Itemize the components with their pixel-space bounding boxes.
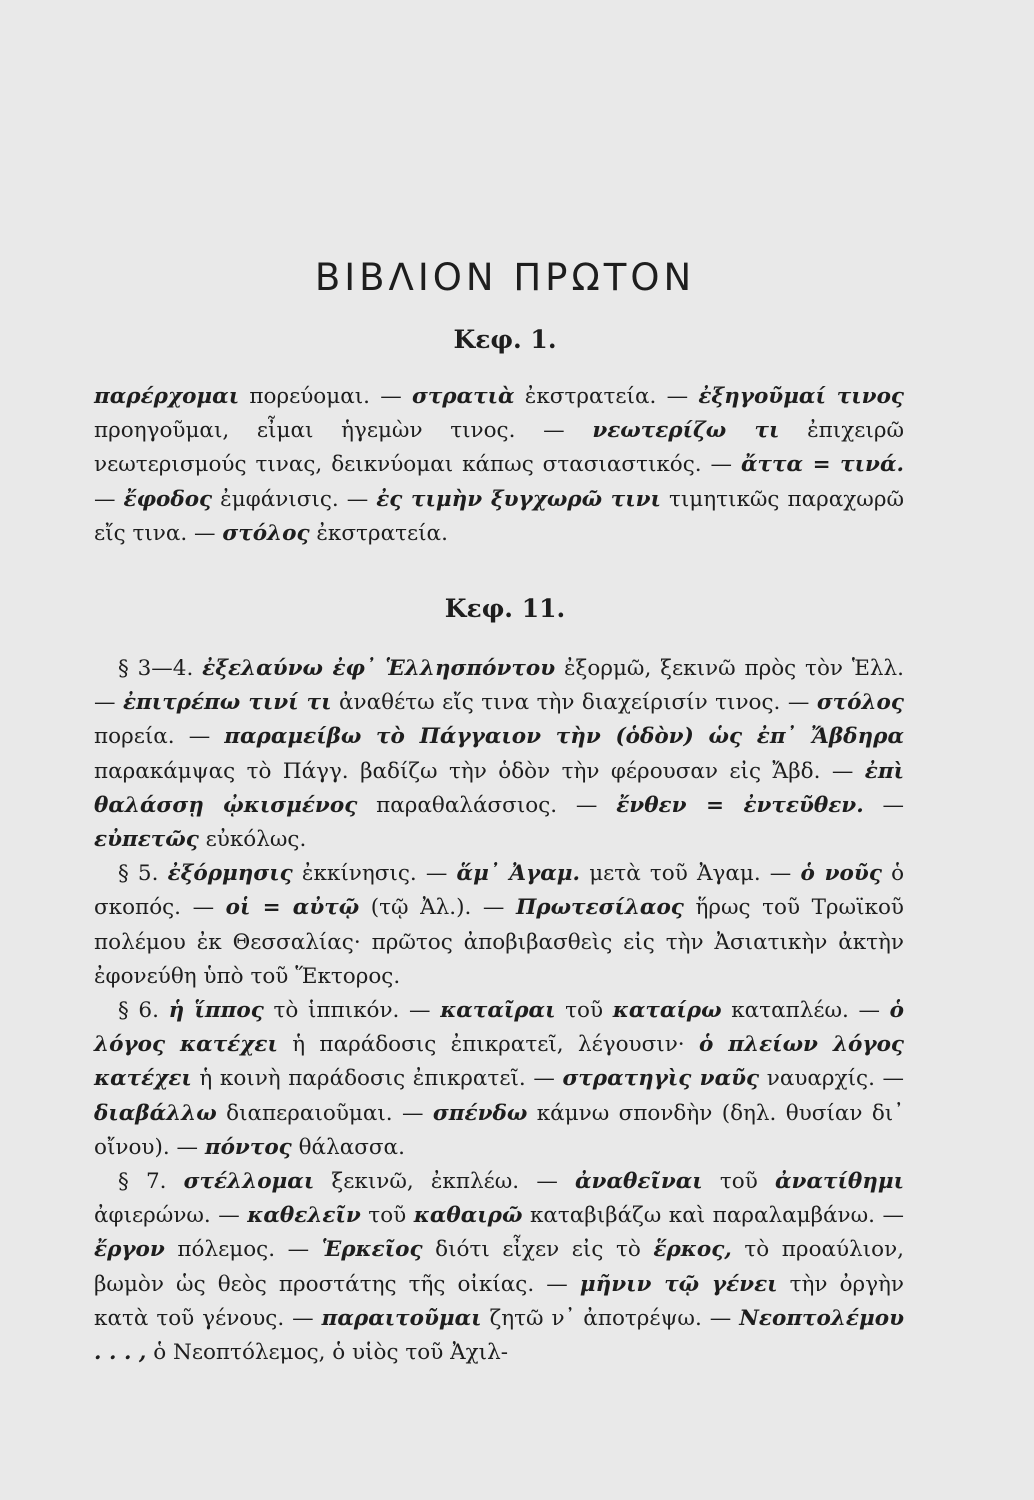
glossary-definition: § 6. bbox=[118, 998, 169, 1024]
glossary-term: ἔνθεν = ἐντεῦθεν. bbox=[616, 792, 864, 818]
glossary-term: καταίρω bbox=[612, 998, 722, 1024]
section-5-paragraph bbox=[94, 857, 904, 994]
glossary-definition: καταβιβάζω καὶ παραλαμβάνω. — bbox=[522, 1203, 904, 1229]
glossary-term: στέλλομαι bbox=[183, 1169, 315, 1195]
chapter-1-heading: Κεφ. 1. bbox=[453, 325, 557, 354]
glossary-definition: μετὰ τοῦ Ἀγαμ. — bbox=[580, 861, 801, 887]
glossary-definition: — bbox=[94, 486, 124, 512]
glossary-definition: θάλασσα. bbox=[291, 1134, 405, 1160]
glossary-term: παρέρχομαι bbox=[94, 384, 240, 409]
glossary-term: σπένδω bbox=[432, 1100, 528, 1126]
glossary-definition: πόλεμος. — bbox=[164, 1237, 322, 1263]
glossary-definition: τὴν ὀργὴν κατὰ τοῦ γένους. — bbox=[94, 1271, 904, 1331]
glossary-term: ἐξελαύνω ἐφ᾽ Ἑλλησπόντου bbox=[202, 656, 556, 681]
glossary-definition: ξεκινῶ, ἐκπλέω. — bbox=[314, 1169, 576, 1195]
glossary-term: ὁ νοῦς bbox=[800, 861, 882, 887]
glossary-definition: ἐξορμῶ, ξεκινῶ πρὸς τὸν Ἑλλ. — bbox=[94, 656, 904, 716]
glossary-definition: ἐπιχειρῶ νεωτερισμούς τινας, δεικνύομαι κάπως στασιαστικός. — bbox=[94, 418, 904, 478]
glossary-definition: ἡ κοινὴ παράδοσις ἐπικρατεῖ. — bbox=[191, 1066, 563, 1092]
glossary-definition: ζητῶ ν᾽ ἀποτρέψω. — bbox=[481, 1305, 740, 1331]
glossary-term: στόλος bbox=[222, 520, 310, 546]
glossary-definition: διαπεραιοῦμαι. — bbox=[216, 1100, 433, 1126]
glossary-term: στρατιὰ bbox=[411, 384, 515, 409]
glossary-definition: § 5. bbox=[118, 861, 168, 887]
glossary-definition: τοῦ bbox=[555, 998, 613, 1024]
glossary-term: ὁ πλείων λόγος κατέχει bbox=[94, 1032, 905, 1092]
glossary-definition: ἐκστρατεία. — bbox=[514, 384, 699, 409]
glossary-term: ἡ ἵππος bbox=[168, 998, 264, 1024]
glossary-term: ὁ λόγος κατέχει bbox=[94, 998, 905, 1058]
glossary-term: ἐς τιμὴν ξυγχωρῶ τινι bbox=[376, 486, 661, 512]
glossary-definition: § 3—4. bbox=[118, 656, 203, 681]
chapter-11-text bbox=[94, 652, 904, 1370]
glossary-definition: ἐκστρατεία. bbox=[309, 520, 448, 546]
glossary-definition: τοῦ bbox=[360, 1203, 414, 1229]
glossary-term: παραιτοῦμαι bbox=[321, 1305, 482, 1331]
glossary-term: εὐπετῶς bbox=[94, 827, 199, 853]
glossary-term: νεωτερίζω τι bbox=[592, 418, 780, 444]
glossary-term: παραμείβω τὸ Πάγγαιον τὴν (ὁδὸν) ὡς ἐπ᾽ Ἄβδηρα bbox=[224, 724, 904, 750]
chapter-1-text bbox=[94, 380, 904, 551]
glossary-definition: τοῦ bbox=[702, 1169, 776, 1195]
glossary-definition: προηγοῦμαι, εἶμαι ἡγεμὼν τινος. — bbox=[94, 418, 593, 444]
glossary-definition: ἥρως τοῦ Τρωϊκοῦ πολέμου ἐκ Θεσσαλίας· πρῶτος ἀποβιβασθεὶς εἰς τὴν Ἀσιατικὴν ἀκτὴν ἐφονεύθη ὑπὸ τοῦ Ἕκτορος. bbox=[94, 895, 904, 989]
glossary-term: στόλος bbox=[816, 690, 904, 716]
glossary-term: οἱ = αὐτῷ bbox=[225, 895, 360, 921]
glossary-term: ἀναθεῖναι bbox=[575, 1169, 703, 1195]
glossary-term: ἄττα = τινά. bbox=[740, 452, 904, 478]
glossary-definition: ὁ σκοπός. — bbox=[94, 861, 905, 921]
glossary-definition: τὸ ἱππικόν. — bbox=[263, 998, 441, 1024]
glossary-definition: παρακάμψας τὸ Πάγγ. βαδίζω τὴν ὁδὸν τὴν φέρουσαν εἰς Ἄβδ. — bbox=[94, 758, 865, 784]
glossary-definition: ἀναθέτω εἴς τινα τὴν διαχείρισίν τινος. — bbox=[331, 690, 817, 716]
glossary-term: πόντος bbox=[204, 1134, 292, 1160]
glossary-definition: εὐκόλως. bbox=[198, 827, 307, 853]
glossary-term: ἔργον bbox=[94, 1237, 165, 1263]
glossary-definition: καταπλέω. — bbox=[721, 998, 890, 1024]
glossary-definition: πορεύομαι. — bbox=[239, 384, 412, 409]
glossary-definition: — bbox=[863, 792, 904, 818]
glossary-definition: ἡ παράδοσις ἐπικρατεῖ, λέγουσιν· bbox=[277, 1032, 699, 1058]
glossary-term: Πρωτεσίλαος bbox=[515, 895, 684, 921]
glossary-term: ἕρκος, bbox=[653, 1237, 732, 1263]
glossary-term: καταῖραι bbox=[440, 998, 556, 1024]
glossary-term: Νεοπτολέμου . . . , bbox=[94, 1305, 904, 1366]
glossary-definition: κάμνω σπονδὴν (δηλ. θυσίαν δι᾽ οἴνου). — bbox=[94, 1100, 904, 1160]
glossary-definition: παραθαλάσσιος. — bbox=[357, 792, 617, 818]
glossary-definition: ἀφιερώνω. — bbox=[94, 1203, 248, 1229]
glossary-term: Ἑρκεῖος bbox=[321, 1237, 423, 1263]
glossary-definition: (τῷ Ἀλ.). — bbox=[359, 895, 516, 921]
glossary-definition: ὁ Νεοπτόλεμος, ὁ υἱὸς τοῦ Ἀχιλ- bbox=[146, 1340, 508, 1366]
glossary-term: ἐξόρμησις bbox=[167, 861, 293, 887]
glossary-term: ἀνατίθημι bbox=[775, 1169, 905, 1195]
glossary-definition: τὸ προαύλιον, βωμὸν ὡς θεὸς προστάτης τῆς οἰκίας. — bbox=[94, 1237, 905, 1297]
chapter-11-heading: Κεφ. 11. bbox=[444, 594, 566, 623]
section-3-4-paragraph bbox=[94, 652, 904, 857]
section-6-paragraph bbox=[94, 994, 904, 1165]
glossary-term: ἔφοδος bbox=[123, 486, 213, 512]
glossary-definition: ἐκκίνησις. — bbox=[292, 861, 457, 887]
glossary-term: ἐξηγοῦμαί τινος bbox=[698, 384, 904, 409]
glossary-term: στρατηγὶς ναῦς bbox=[562, 1066, 760, 1092]
glossary-definition: τιμητικῶς παραχωρῶ εἴς τινα. — bbox=[94, 486, 904, 546]
glossary-definition: ἐμφάνισις. — bbox=[212, 486, 377, 512]
glossary-term: καθελεῖν bbox=[247, 1203, 361, 1229]
glossary-term: μῆνιν τῷ γένει bbox=[579, 1271, 778, 1297]
glossary-definition: ναυαρχίς. — bbox=[759, 1066, 905, 1092]
section-7-paragraph bbox=[94, 1165, 904, 1370]
glossary-definition: πορεία. — bbox=[94, 724, 225, 750]
glossary-paragraph bbox=[94, 380, 904, 551]
glossary-term: ἅμ᾽ Ἀγαμ. bbox=[456, 861, 581, 887]
glossary-definition: § 7. bbox=[118, 1169, 184, 1195]
glossary-definition: διότι εἶχεν εἰς τὸ bbox=[422, 1237, 654, 1263]
glossary-term: ἐπὶ θαλάσσῃ ᾠκισμένος bbox=[94, 758, 904, 818]
glossary-term: ἐπιτρέπω τινί τι bbox=[122, 690, 332, 716]
glossary-term: διαβάλλω bbox=[94, 1100, 217, 1126]
glossary-term: καθαιρῶ bbox=[413, 1203, 523, 1229]
book-title: ΒΙΒΛΙΟΝ ΠΡΩΤΟΝ bbox=[314, 256, 696, 299]
